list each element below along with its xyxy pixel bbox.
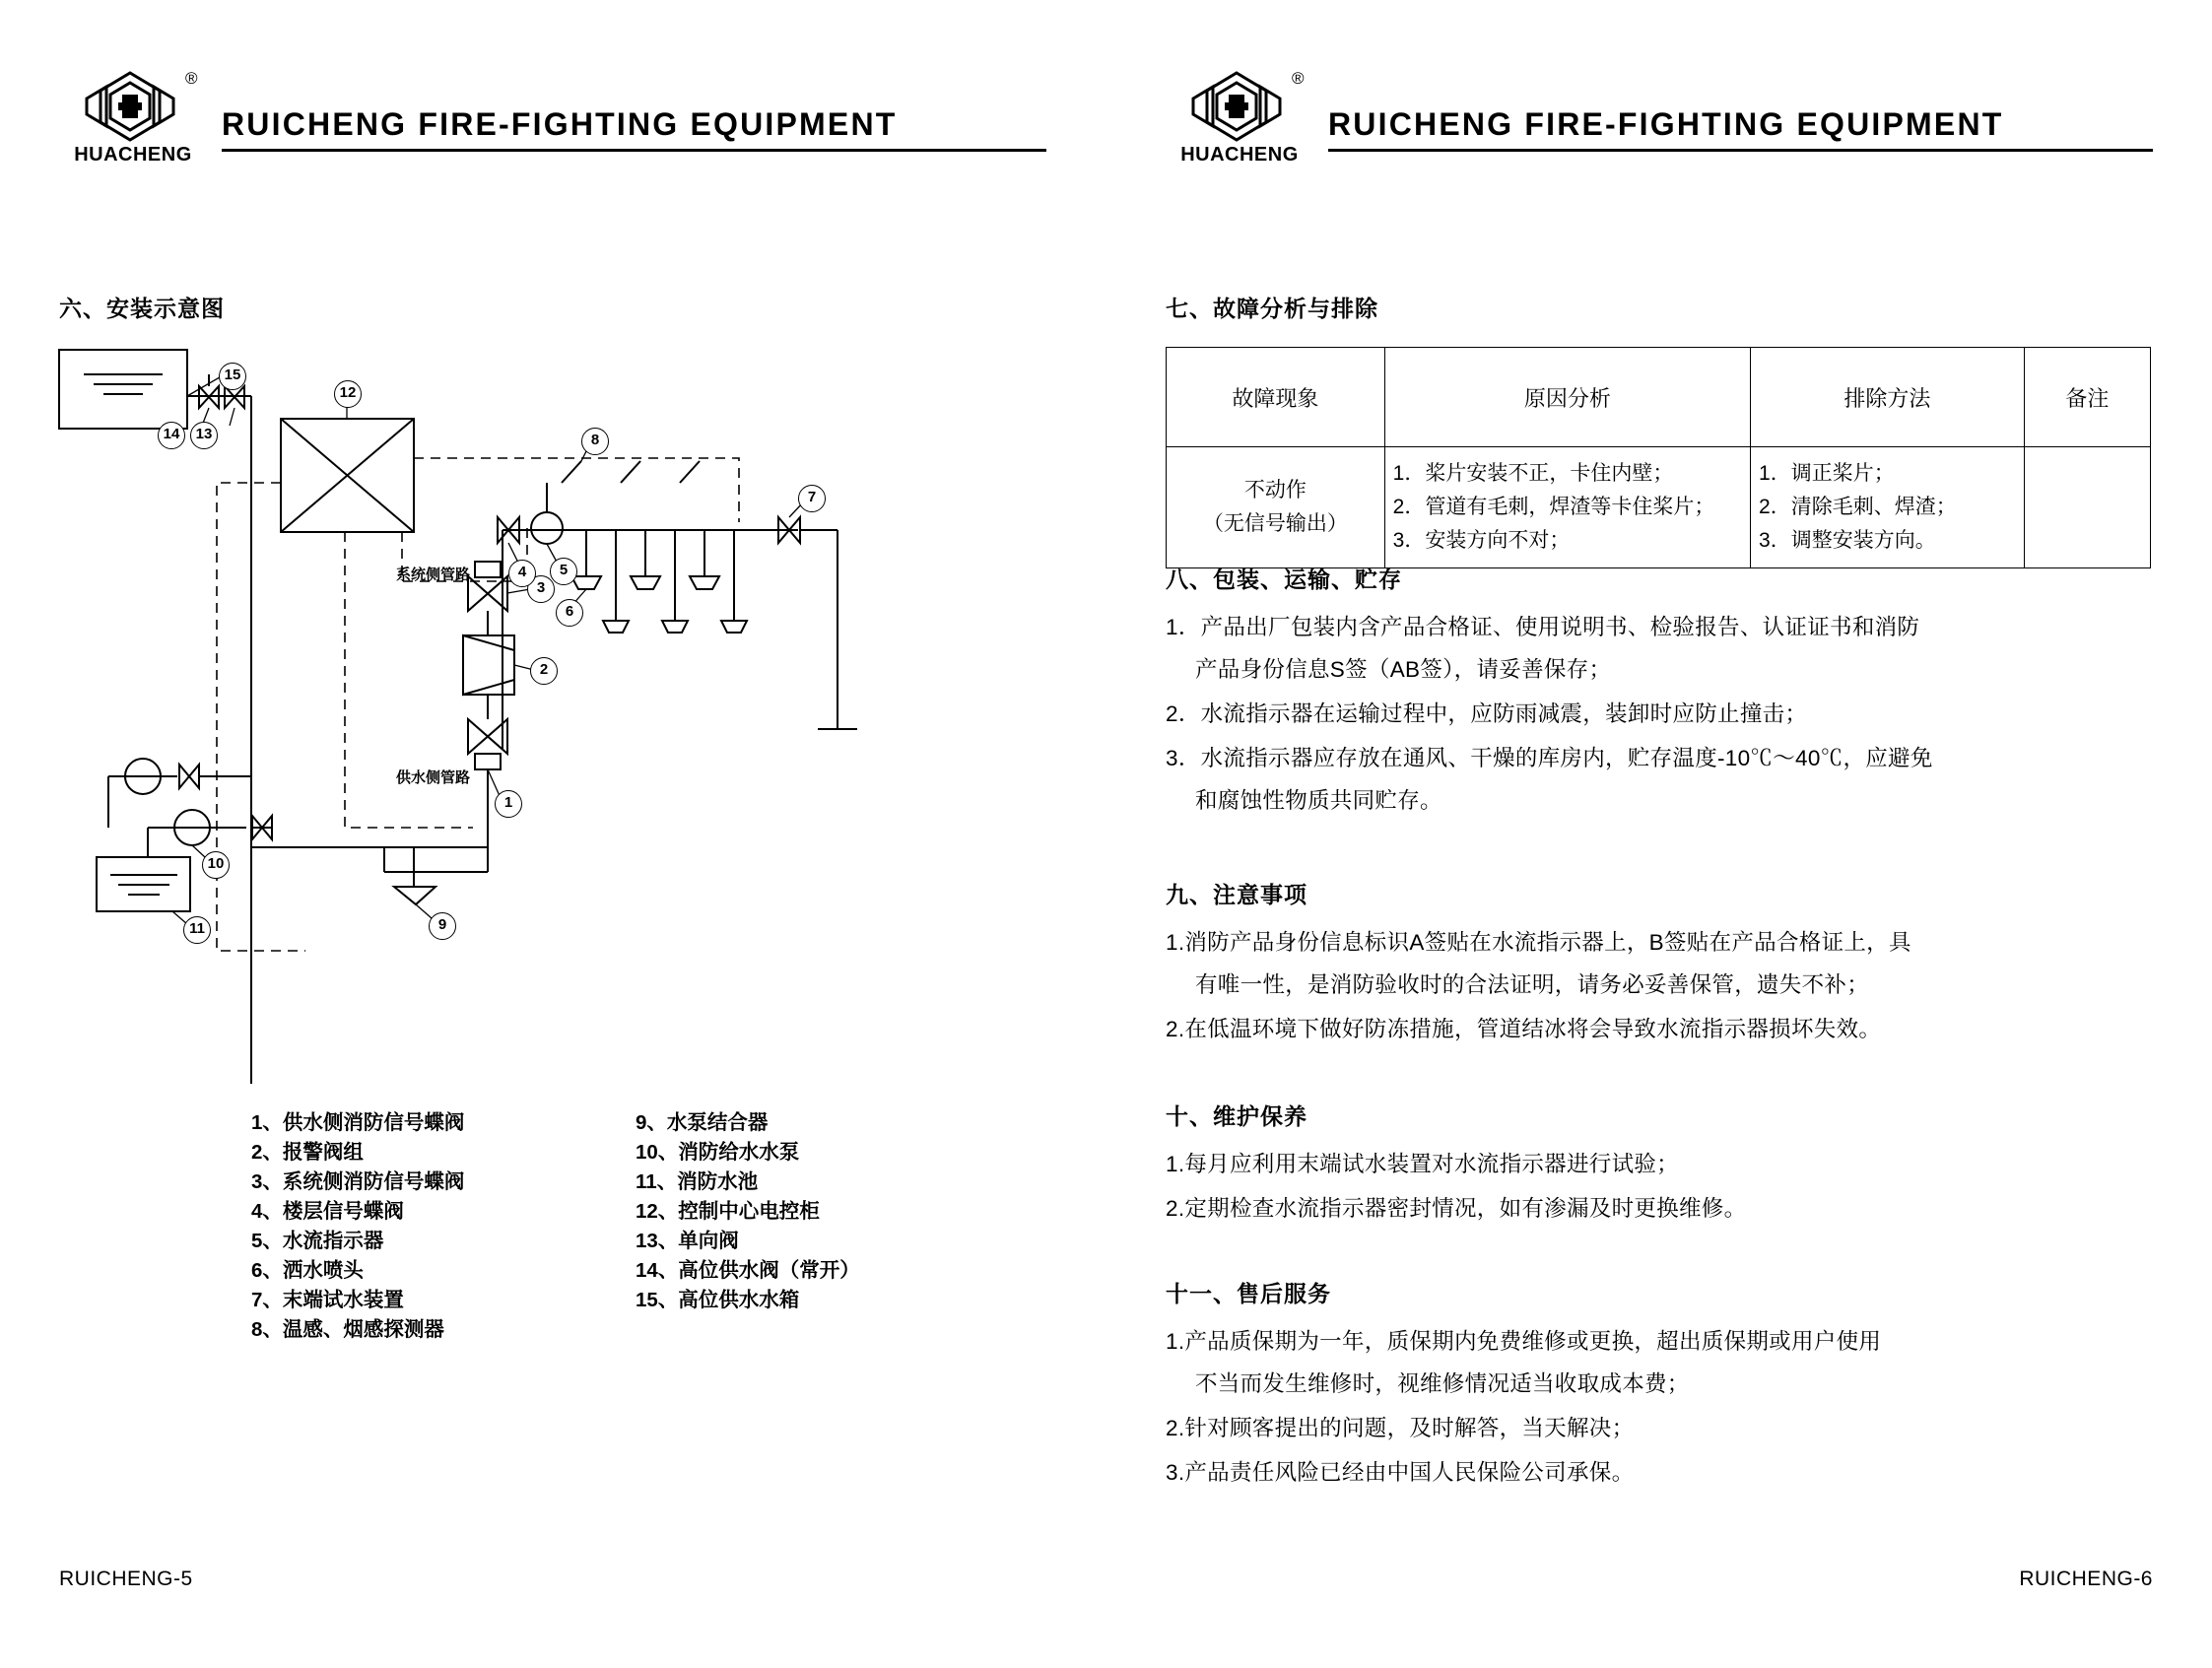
company-logo [59,67,207,175]
solution-line: 2．清除毛刺、焊渣； [1759,496,1957,518]
legend-item: 2、报警阀组 [251,1141,364,1164]
diagram-callout-14: 14 [158,422,185,449]
table-header-cell: 故障现象 [1167,348,1385,447]
diagram-callout-8: 8 [581,428,609,455]
table-header-cell: 备注 [2024,348,2150,447]
diagram-callout-13: 13 [190,422,218,449]
section-title-maintenance: 十、维护保养 [1166,1103,1307,1129]
diagram-callout-5: 5 [550,558,577,585]
text-line: 2.定期检查水流指示器密封情况，如有渗漏及时更换维修。 [1166,1196,1747,1221]
fault-table [1166,347,2151,568]
text-line: 1.产品质保期为一年，质保期内免费维修或更换，超出质保期或用户使用 [1166,1329,1882,1354]
diagram-svg [49,335,1044,1094]
legend-item: 15、高位供水水箱 [636,1289,800,1311]
service-item [1166,1407,2151,1449]
text-line: 3.产品责任风险已经由中国人民保险公司承保。 [1166,1460,1635,1485]
cause-line: 1．桨片安装不正，卡住内壁； [1392,462,1674,485]
diagram-label-supply-side: 供水侧管路 [396,769,471,786]
text-line: 2.在低温环境下做好防冻措施，管道结冰将会导致水流指示器损坏失效。 [1166,1017,1882,1041]
section-title-notice: 九、注意事项 [1166,882,1307,907]
text-line: 1．产品出厂包装内含产品合格证、使用说明书、检验报告、认证证书和消防 [1166,615,1920,639]
legend-item: 9、水泵结合器 [636,1111,769,1134]
text-line: 2.针对顾客提出的问题，及时解答，当天解决； [1166,1416,1635,1440]
text-line: 产品身份信息S签（AB签），请妥善保存； [1195,657,1612,682]
text-line: 1.消防产品身份信息标识A签贴在水流指示器上，B签贴在产品合格证上，具 [1166,930,1911,955]
legend-item: 13、单向阀 [636,1230,739,1252]
packaging-item [1166,693,2151,735]
diagram-callout-15: 15 [219,363,246,390]
brand-line [1328,106,2153,152]
table-cell-causes [1384,447,1750,568]
diagram-callout-2: 2 [530,657,558,685]
table-header-cell: 原因分析 [1384,348,1750,447]
brand-title: RUICHENG FIRE-FIGHTING EQUIPMENT [222,106,898,142]
table-header-row [1167,348,2151,447]
text-line: 1.每月应利用末端试水装置对水流指示器进行试验； [1166,1152,1679,1176]
registered-symbol: ® [1292,69,1305,88]
registered-symbol: ® [185,69,198,88]
phenomenon-line: （无信号输出） [1202,512,1348,535]
logo-text: HUACHENG [74,144,192,166]
legend-item: 1、供水侧消防信号蝶阀 [251,1111,465,1134]
legend-item: 3、系统侧消防信号蝶阀 [251,1170,465,1193]
section-title-installation: 六、安装示意图 [59,296,225,321]
legend-item: 6、洒水喷头 [251,1259,364,1282]
diagram-callout-12: 12 [334,380,362,408]
packaging-item [1166,737,2151,822]
section-notice [1166,877,2151,1052]
packaging-item [1166,606,2151,691]
phenomenon-line: 不动作 [1243,479,1307,501]
service-body [1166,1320,2151,1494]
diagram-callout-10: 10 [202,851,230,879]
solution-line: 3．调整安装方向。 [1759,529,1936,552]
page-header-right [1166,67,2153,175]
notice-item [1166,921,2151,1006]
legend-item: 10、消防给水水泵 [636,1141,800,1164]
legend-item: 12、控制中心电控柜 [636,1200,820,1223]
diagram-callout-7: 7 [798,485,826,512]
text-line: 有唯一性，是消防验收时的合法证明，请务必妥善保管，遗失不补； [1195,972,1870,997]
maintenance-item [1166,1187,2151,1230]
diagram-callout-6: 6 [556,599,583,627]
service-item [1166,1451,2151,1494]
table-row [1167,447,2151,568]
diagram-callout-11: 11 [183,916,211,944]
table-cell-remark [2024,447,2150,568]
section-service [1166,1276,2151,1496]
legend-column-1 [251,1108,576,1345]
huacheng-logo-icon [77,69,183,144]
brand-line [222,106,1046,152]
service-item [1166,1320,2151,1405]
page-footer-right: RUICHENG-6 [2019,1568,2153,1590]
diagram-callout-3: 3 [527,575,555,603]
diagram-callout-4: 4 [508,560,536,587]
huacheng-logo-icon [1183,69,1290,144]
diagram-label-system-side: 系统侧管路 [396,567,471,583]
diagram-callout-9: 9 [429,912,456,940]
legend-column-2 [636,1108,1030,1315]
legend-item: 14、高位供水阀（常开） [636,1259,860,1282]
legend-item: 4、楼层信号蝶阀 [251,1200,404,1223]
text-line: 不当而发生维修时，视维修情况适当收取成本费； [1195,1371,1690,1396]
text-line: 和腐蚀性物质共同贮存。 [1195,788,1442,813]
maintenance-item [1166,1143,2151,1185]
section-packaging [1166,562,2151,824]
section-title-service: 十一、售后服务 [1166,1281,1331,1306]
company-logo [1166,67,1313,175]
text-line: 2．水流指示器在运输过程中，应防雨减震，装卸时应防止撞击； [1166,701,1808,726]
logo-text: HUACHENG [1180,144,1299,166]
page-footer-left: RUICHENG-5 [59,1568,193,1590]
diagram-callout-1: 1 [495,790,522,818]
section-fault-analysis [1166,291,2151,323]
brand-rule [222,149,1046,152]
section-title-fault: 七、故障分析与排除 [1166,296,1378,321]
text-line: 3．水流指示器应存放在通风、干燥的库房内，贮存温度-10℃～40℃，应避免 [1166,746,1933,770]
legend-item: 5、水流指示器 [251,1230,384,1252]
table-cell-phenomenon [1167,447,1385,568]
notice-body [1166,921,2151,1050]
cause-line: 3．安装方向不对； [1392,529,1571,552]
table-header-cell: 排除方法 [1751,348,2025,447]
legend-item: 8、温感、烟感探测器 [251,1318,444,1341]
solution-line: 1．调正桨片； [1759,462,1895,485]
installation-diagram [49,335,1044,1094]
page-header-left [59,67,1046,175]
right-page [1106,0,2212,1668]
cause-line: 2．管道有毛刺，焊渣等卡住桨片； [1392,496,1715,518]
packaging-body [1166,606,2151,822]
section-maintenance [1166,1099,2151,1232]
brand-rule [1328,149,2153,152]
section-title-packaging: 八、包装、运输、贮存 [1166,567,1402,592]
legend-item: 7、末端试水装置 [251,1289,404,1311]
table-cell-solutions [1751,447,2025,568]
notice-item [1166,1008,2151,1050]
fault-table-wrap [1166,347,2151,568]
legend-item: 11、消防水池 [636,1170,759,1193]
brand-title: RUICHENG FIRE-FIGHTING EQUIPMENT [1328,106,2004,142]
maintenance-body [1166,1143,2151,1230]
